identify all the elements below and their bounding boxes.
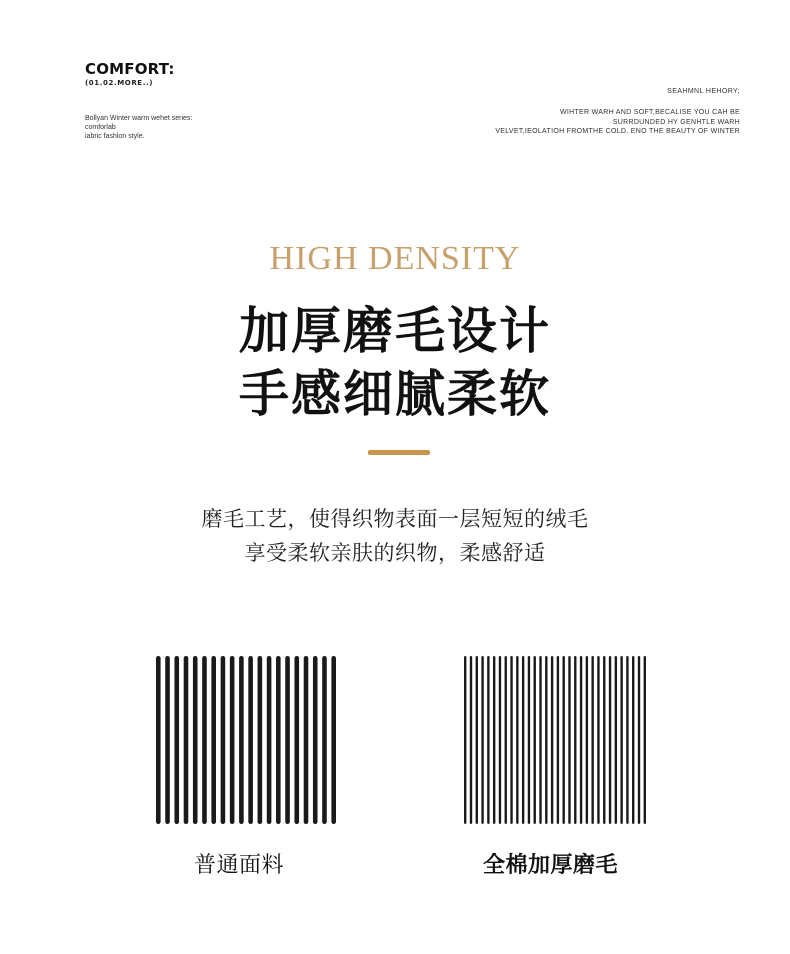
stripe	[322, 656, 327, 824]
stripe	[632, 656, 634, 824]
wide-stripes-icon	[156, 656, 336, 824]
headline-line-1: 加厚磨毛设计	[239, 302, 551, 360]
stripe	[534, 656, 536, 824]
stripe	[331, 656, 336, 824]
stripe	[221, 656, 226, 824]
section-kicker: HIGH DENSITY	[269, 240, 521, 277]
stripe	[267, 656, 272, 824]
stripe	[481, 656, 483, 824]
stripe	[603, 656, 605, 824]
right-line: WIHTER WARH AND SOFT,BECALISE YOU CAH BE	[559, 109, 740, 116]
stripe	[470, 656, 472, 824]
stripe	[165, 656, 170, 824]
normal-fabric-label: 普通面料	[194, 853, 285, 878]
brushed-fabric-swatch	[464, 656, 646, 824]
right-line: SURRDUNDED HY GENHTLE WARH	[612, 118, 740, 126]
stripe	[211, 656, 216, 824]
stripe	[644, 656, 646, 824]
stripe	[615, 656, 617, 824]
brand-desc-line: Bollyan Winter warm wehet series:	[85, 115, 193, 122]
stripe	[591, 656, 593, 824]
stripe	[239, 656, 244, 824]
stripe	[557, 656, 559, 824]
stripe	[184, 656, 189, 824]
stripe	[304, 656, 309, 824]
stripe	[464, 656, 466, 824]
brand-description	[85, 114, 285, 141]
stripe	[276, 656, 281, 824]
brand-desc-line: iabric fashlon style.	[85, 133, 145, 140]
stripe	[580, 656, 582, 824]
accent-divider	[368, 450, 430, 455]
stripe	[499, 656, 501, 824]
stripe	[313, 656, 318, 824]
stripe	[156, 656, 161, 824]
headline-line-2: 手感细腻柔软	[239, 365, 551, 423]
stripe	[285, 656, 290, 824]
stripe	[294, 656, 299, 824]
stripe	[562, 656, 564, 824]
dense-stripes-icon	[464, 656, 646, 824]
brushed-fabric-label: 全棉加厚磨毛	[483, 853, 619, 878]
stripe	[487, 656, 489, 824]
stripe	[638, 656, 640, 824]
stripe	[193, 656, 198, 824]
stripe	[230, 656, 235, 824]
stripe	[476, 656, 478, 824]
stripe	[493, 656, 495, 824]
brand-desc-line: comforlab	[85, 124, 116, 131]
stripe	[586, 656, 588, 824]
stripe	[620, 656, 622, 824]
stripe	[516, 656, 518, 824]
stripe	[258, 656, 263, 824]
stripe	[539, 656, 541, 824]
stripe	[609, 656, 611, 824]
stripe	[510, 656, 512, 824]
brand-subtitle: (01.02.MORE..)	[85, 79, 154, 87]
stripe	[202, 656, 207, 824]
normal-fabric-swatch	[156, 656, 336, 824]
right-heading: SEAHMNL HEHORY;	[667, 88, 740, 95]
right-line: VELVET,IEOLATIOH FROMTHE COLD. ENO THE BEAUTY OF WINTER	[495, 128, 740, 135]
description-line-2: 享受柔软亲肤的织物，柔感舒适	[244, 541, 546, 565]
stripe	[597, 656, 599, 824]
stripe	[568, 656, 570, 824]
stripe	[522, 656, 524, 824]
stripe	[248, 656, 253, 824]
stripe	[626, 656, 628, 824]
stripe	[545, 656, 547, 824]
stripe	[505, 656, 507, 824]
stripe	[574, 656, 576, 824]
stripe	[528, 656, 530, 824]
right-paragraph	[420, 108, 740, 137]
stripe	[551, 656, 553, 824]
brand-title: COMFORT:	[85, 60, 175, 78]
description-line-1: 磨毛工艺，使得织物表面一层短短的绒毛	[201, 507, 589, 531]
stripe	[174, 656, 179, 824]
